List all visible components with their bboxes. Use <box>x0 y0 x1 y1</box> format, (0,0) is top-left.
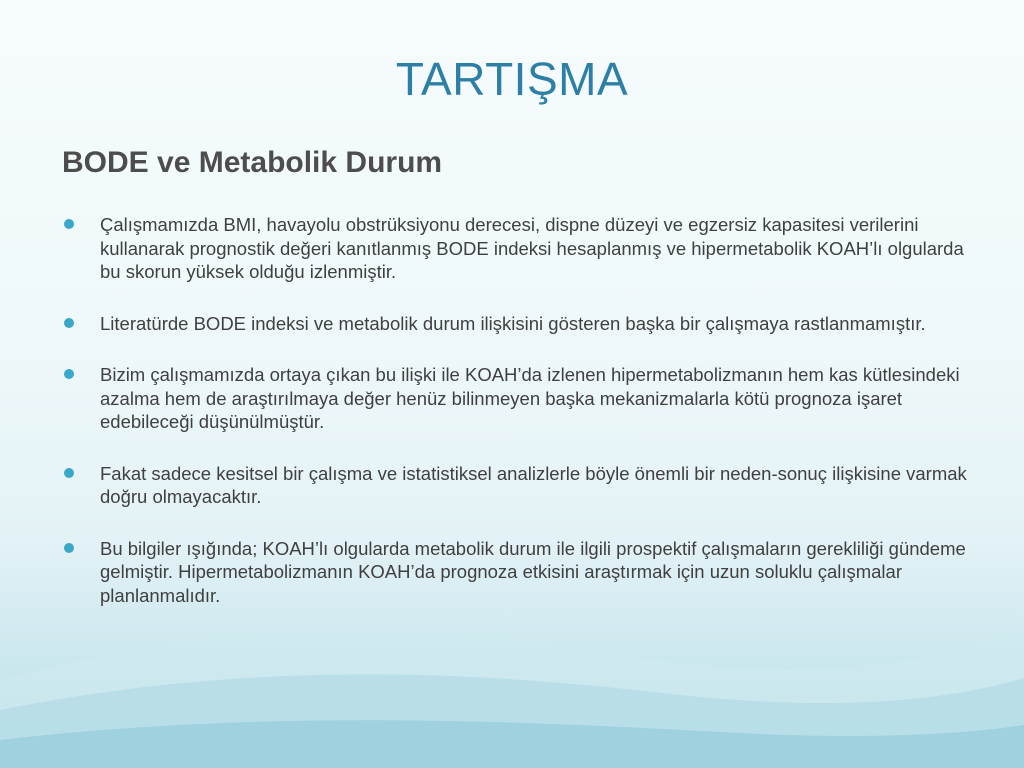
slide-title: TARTIŞMA <box>395 53 629 105</box>
bullet-list <box>62 213 972 635</box>
bullet-item <box>62 537 972 608</box>
bullet-item <box>62 462 972 509</box>
slide-subtitle: BODE ve Metabolik Durum <box>62 146 443 179</box>
bullet-item <box>62 363 972 434</box>
bullet-item <box>62 213 972 284</box>
bullet-text: Literatürde BODE indeksi ve metabolik durum ilişkisini gösteren başka bir çalışmaya rastlanmamıştır. <box>100 312 926 334</box>
bullet-item <box>62 312 972 336</box>
bullet-dot-icon <box>64 468 74 478</box>
bullet-dot-icon <box>64 369 74 379</box>
bullet-text: Çalışmamızda BMI, havayolu obstrüksiyonu derecesi, dispne düzeyi ve egzersiz kapasitesi verilerini kullanarak prognostik değeri kanıtlanmış BODE indeksi hesaplanmış ve hipermetabolik KOAH’lı olgularda bu skorun yüksek olduğu izlenmiştir. <box>100 214 964 282</box>
bullet-text: Fakat sadece kesitsel bir çalışma ve istatistiksel analizlerle böyle önemli bir neden-sonuç ilişkisine varmak doğru olmayacaktır. <box>100 462 967 507</box>
bullet-dot-icon <box>64 543 74 553</box>
bullet-text: Bizim çalışmamızda ortaya çıkan bu ilişki ile KOAH’da izlenen hipermetabolizmanın hem kas kütlesindeki azalma hem de araştırılmaya değer henüz bilinmeyen başka mekanizmalarla kötü prognoza işaret edebileceği düşünülmüştür. <box>100 364 960 432</box>
bullet-dot-icon <box>64 318 74 328</box>
bullet-dot-icon <box>64 219 74 229</box>
bullet-text: Bu bilgiler ışığında; KOAH’lı olgularda metabolik durum ile ilgili prospektif çalışmaların gerekliliği gündeme gelmiştir. Hipermetabolizmanın KOAH’da prognoza etkisini araştırmak için uzun soluklu çalışmalar planlanmalıdır. <box>100 537 966 606</box>
